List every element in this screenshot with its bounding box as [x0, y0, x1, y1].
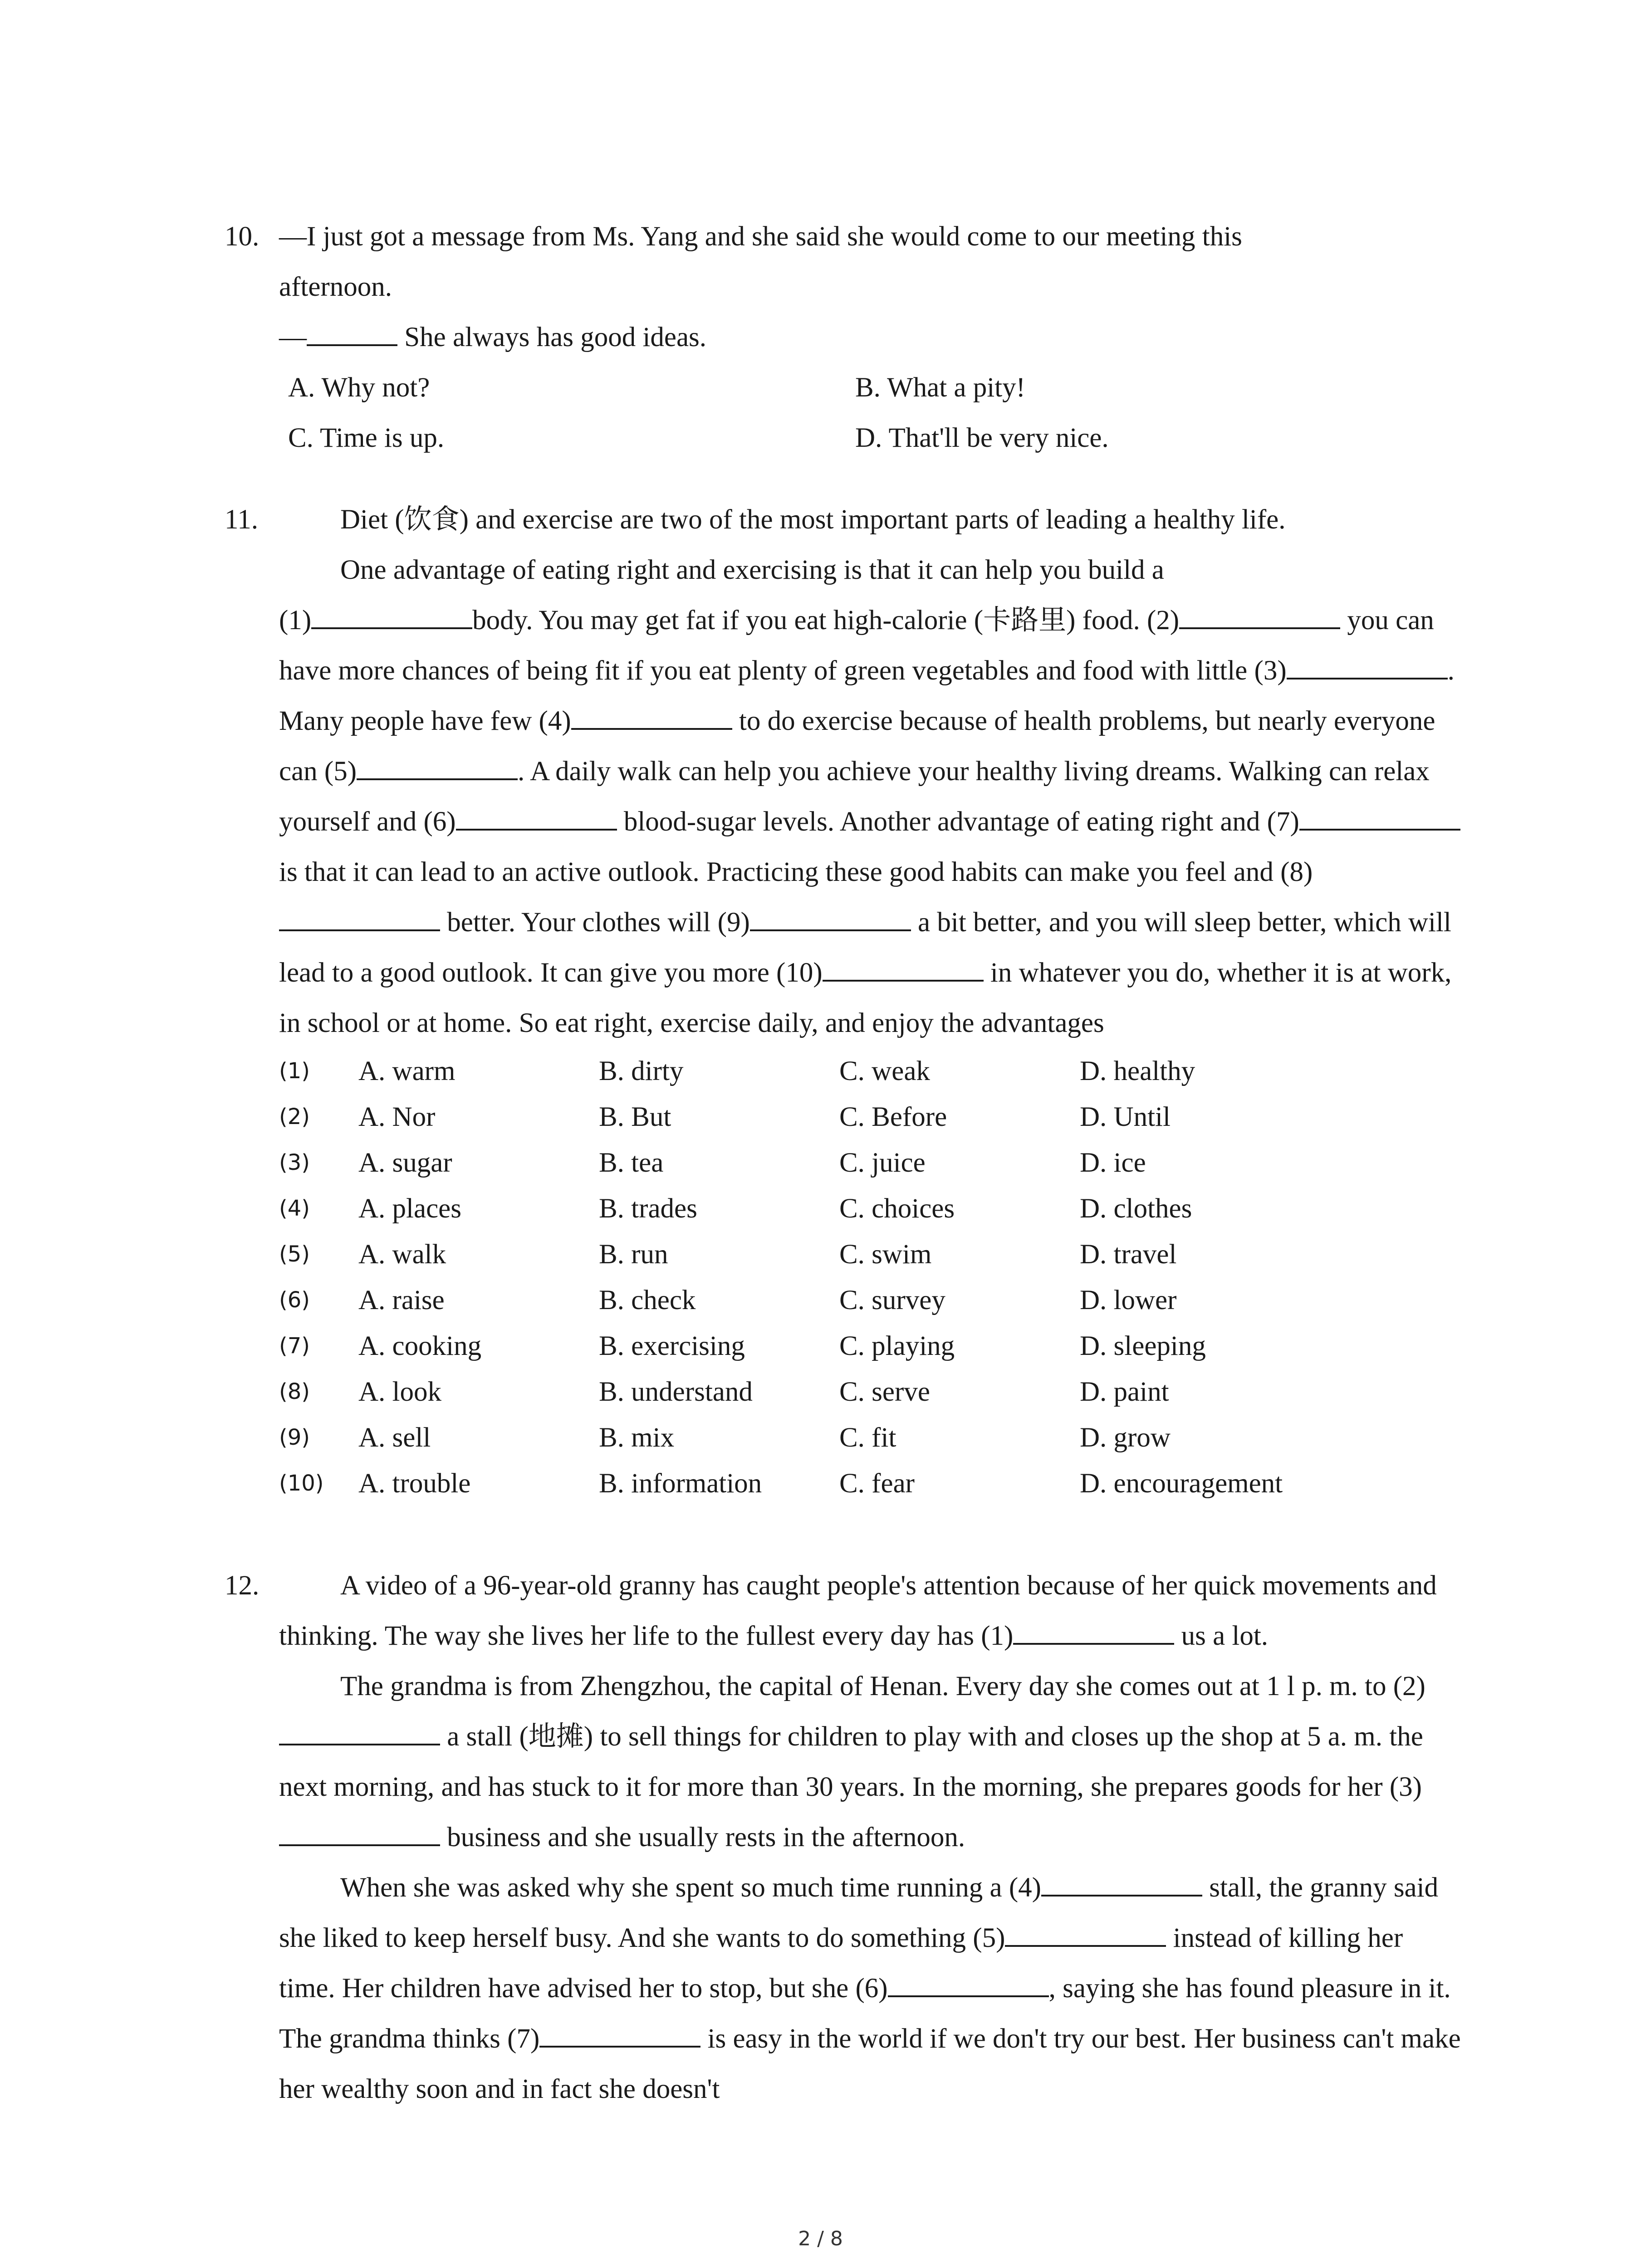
choice-option-b: B. trades [599, 1193, 697, 1224]
choice-option-c: C. survey [839, 1285, 945, 1315]
choice-option-d: D. sleeping [1080, 1331, 1206, 1361]
question-text: afternoon. [279, 272, 392, 302]
answer-blank [1005, 1921, 1166, 1947]
choice-option-d: D. paint [1080, 1377, 1169, 1407]
choice-option-d: D. travel [1080, 1239, 1177, 1270]
answer-blank [1287, 653, 1448, 679]
choice-option-c: C. juice [839, 1148, 926, 1178]
passage-paragraph: When she was asked why she spent so much time running a (4) stall, the granny said she liked to keep herself busy. And she wants to do something (5) instead of killing her time. Her children have advised her to stop, but she (6) , saying she has found pleasure in it. The grandma thinks (7) is easy in the world if we don't try our best. Her business can't make her wealthy soon and in fact she doesn't [279, 1862, 1463, 2114]
answer-blank [311, 603, 472, 629]
choice-option-c: C. fear [839, 1468, 915, 1499]
question-number: 10. [225, 221, 260, 252]
passage-paragraph: The grandma is from Zhengzhou, the capital of Henan. Every day she comes out at 1 l p. m. to (2) a stall (地摊) to sell things for children to play with and closes up the shop at 5 a. m. the next morning, and has stuck to it for more than 30 years. In the morning, she prepares goods for her (3) business and she usually rests in the afternoon. [279, 1671, 1425, 1853]
answer-blank [750, 905, 911, 931]
answer-blank [888, 1971, 1049, 1997]
choice-option-a: A. sugar [358, 1148, 452, 1178]
answer-blank [357, 754, 518, 780]
choice-option-b: B. run [599, 1239, 668, 1270]
choice-option-a: A. trouble [358, 1468, 471, 1499]
choice-option-b: B. understand [599, 1377, 753, 1407]
choice-option-b: B. exercising [599, 1331, 745, 1361]
answer-blank [456, 804, 617, 831]
choice-option-b: B. mix [599, 1422, 675, 1453]
answer-options [288, 362, 1463, 463]
choice-option-a: A. places [358, 1193, 461, 1224]
option-d: D. That'll be very nice. [855, 423, 1109, 453]
passage-paragraph: One advantage of eating right and exercising is that it can help you build a [340, 555, 1164, 585]
choice-option-c: C. weak [839, 1056, 930, 1086]
passage-paragraph: (1) body. You may get fat if you eat high-calorie (卡路里) food. (2) you can have more chances of being fit if you eat plenty of green vegetables and food with little (3) . Many people have few (4) to do exercise because of health problems, but nearly everyone can (5) . A daily walk can help you achieve your healthy living dreams. Walking can relax yourself and (6) blood-sugar levels. Another advantage of eating right and (7) is that it can lead to an active outlook. Practicing these good habits can make you feel and (8) better. Your clothes will (9) a bit better, and you will sleep better, which will lead to a good outlook. It can give you more (10) in whatever you do, whether it is at work, in school or at home. So eat right, exercise daily, and enjoy the advantages [279, 595, 1463, 1048]
answer-choices-table [279, 1048, 1463, 1506]
choice-option-b: B. dirty [599, 1056, 684, 1086]
choice-number: (4) [279, 1196, 310, 1221]
answer-blank [539, 2021, 700, 2048]
choice-option-d: D. grow [1080, 1422, 1171, 1453]
choice-option-a: A. look [358, 1377, 441, 1407]
choice-number: (3) [279, 1150, 310, 1175]
choice-number: (10) [279, 1471, 324, 1496]
answer-blank [1299, 804, 1460, 831]
option-c: C. Time is up. [288, 423, 445, 453]
choice-option-a: A. raise [358, 1285, 445, 1315]
choice-option-d: D. ice [1080, 1148, 1146, 1178]
choice-option-b: B. check [599, 1285, 696, 1315]
answer-blank [307, 320, 397, 346]
choice-number: (7) [279, 1333, 310, 1359]
choice-option-a: A. walk [358, 1239, 446, 1270]
page-number: 2 / 8 [798, 2227, 843, 2250]
passage-paragraph: Diet (饮食) and exercise are two of the most important parts of leading a healthy life. [340, 504, 1286, 535]
choice-option-a: A. cooking [358, 1331, 482, 1361]
answer-blank [1179, 603, 1340, 629]
answer-blank [279, 905, 440, 931]
choice-option-c: C. swim [839, 1239, 932, 1270]
choice-option-a: A. Nor [358, 1102, 436, 1132]
choice-option-d: D. encouragement [1080, 1468, 1283, 1499]
choice-option-c: C. fit [839, 1422, 896, 1453]
passage-paragraph: A video of a 96-year-old granny has caught people's attention because of her quick movements and thinking. The way she lives her life to the fullest every day has (1) us a lot. [279, 1570, 1437, 1651]
option-b: B. What a pity! [855, 372, 1025, 403]
answer-blank [1013, 1618, 1174, 1645]
choice-number: (6) [279, 1287, 310, 1313]
choice-number: (1) [279, 1058, 310, 1084]
choice-option-a: A. sell [358, 1422, 431, 1453]
answer-blank [571, 704, 732, 730]
choice-number: (5) [279, 1242, 310, 1267]
choice-option-c: C. playing [839, 1331, 955, 1361]
choice-number: (9) [279, 1425, 310, 1450]
choice-option-c: C. serve [839, 1377, 930, 1407]
answer-blank [279, 1719, 440, 1745]
question-11 [225, 494, 1463, 1506]
answer-blank [1041, 1870, 1202, 1897]
question-number: 12. [225, 1570, 260, 1601]
question-number: 11. [225, 504, 258, 535]
choice-option-b: B. information [599, 1468, 762, 1499]
question-text: — She always has good ideas. [279, 312, 1463, 362]
choice-option-d: D. clothes [1080, 1193, 1192, 1224]
choice-option-d: D. lower [1080, 1285, 1177, 1315]
choice-option-b: B. tea [599, 1148, 664, 1178]
choice-option-b: B. But [599, 1102, 671, 1132]
answer-blank [279, 1820, 440, 1846]
choice-number: (2) [279, 1104, 310, 1129]
choice-number: (8) [279, 1379, 310, 1404]
choice-option-a: A. warm [358, 1056, 456, 1086]
question-12 [225, 1560, 1463, 2114]
choice-option-d: D. healthy [1080, 1056, 1195, 1086]
choice-option-c: C. choices [839, 1193, 955, 1224]
choice-option-d: D. Until [1080, 1102, 1171, 1132]
choice-option-c: C. Before [839, 1102, 947, 1132]
question-text: —I just got a message from Ms. Yang and she said she would come to our meeting this [279, 221, 1242, 252]
option-a: A. Why not? [288, 372, 430, 403]
question-10 [225, 211, 1463, 463]
answer-blank [823, 955, 984, 982]
